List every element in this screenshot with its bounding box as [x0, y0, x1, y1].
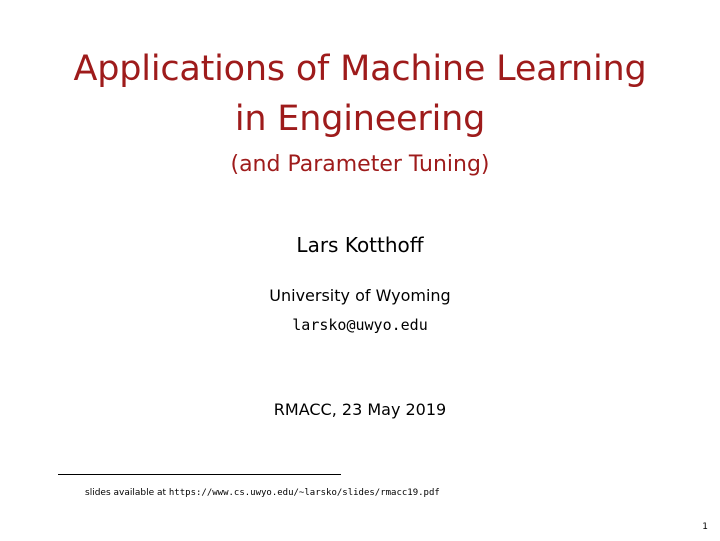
title-line-2: in Engineering [234, 99, 486, 139]
title-line-1: Applications of Machine Learning [73, 49, 647, 89]
author-name: Lars Kotthoff [296, 233, 424, 257]
footnote-prefix: slides available at [85, 488, 169, 498]
slide-title [0, 44, 720, 144]
slide-subtitle: (and Parameter Tuning) [230, 152, 490, 177]
author-email: larsko@uwyo.edu [292, 316, 428, 334]
slides-url-link[interactable]: https://www.cs.uwyo.edu/~larsko/slides/rmacc19.pdf [168, 488, 440, 498]
page-number: 1 [702, 522, 708, 532]
author-institute: University of Wyoming [269, 286, 451, 305]
footnote [85, 486, 440, 500]
footnote-divider [58, 474, 341, 475]
event-date: RMACC, 23 May 2019 [273, 400, 447, 419]
